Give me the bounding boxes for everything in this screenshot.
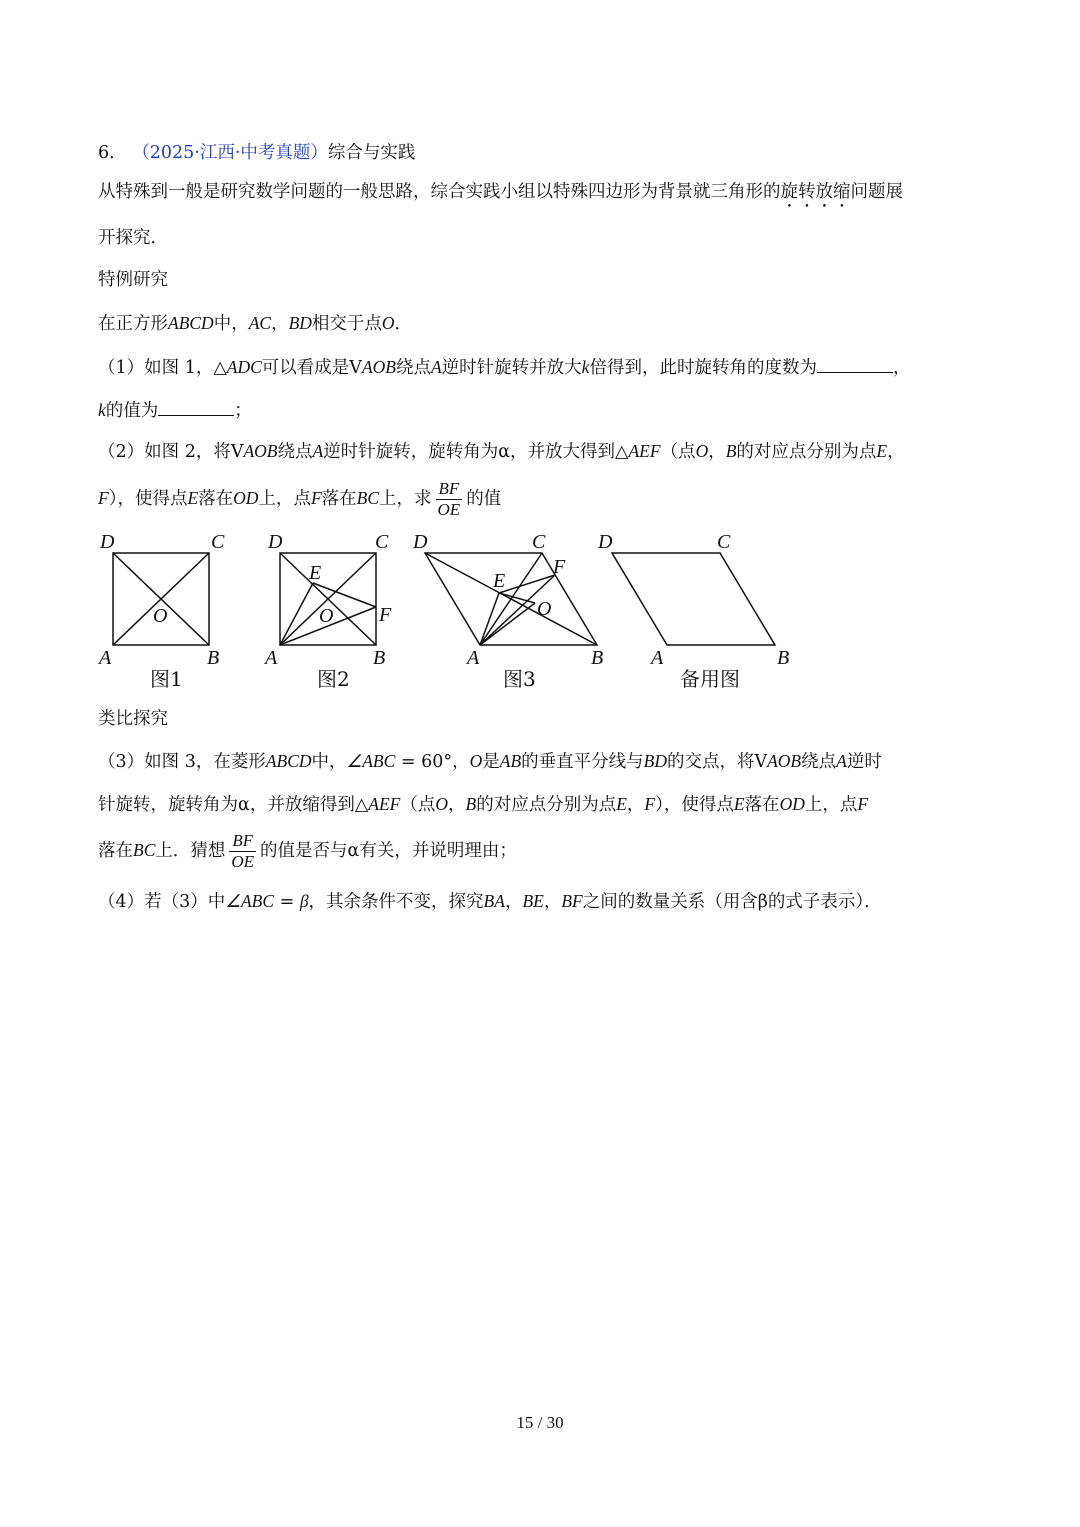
question-1: （1）如图 1，△ADC可以看成是VAOB绕点A逆时针旋转并放大k倍得到，此时旋转角的度数为 ， <box>98 354 910 380</box>
fig3-label-A: A <box>467 647 480 669</box>
fig3-label-F: F <box>553 556 566 578</box>
fig4-label-A: A <box>651 647 664 669</box>
fig4-label-D: D <box>598 531 613 553</box>
question-title <box>98 141 415 165</box>
fig3-label-C: C <box>532 531 546 553</box>
fig4-label-B: B <box>777 647 790 669</box>
fig2-label-A: A <box>265 647 278 669</box>
figures-row <box>95 525 815 695</box>
figure-1-square <box>113 553 209 645</box>
page-number: 15 / 30 <box>516 1413 564 1432</box>
figure-4-rhombus-spare <box>612 553 775 645</box>
answer-blank-angle[interactable] <box>817 354 893 373</box>
fig1-label-A: A <box>99 647 112 669</box>
question-source-link[interactable]: （2025·江西·中考真题） <box>132 143 328 163</box>
question-2: （2）如图 2，将VAOB绕点A逆时针旋转，旋转角为α，并放大得到△AEF（点O，B的对应点分别为点E， <box>98 441 905 462</box>
fig2-label-E: E <box>309 562 322 584</box>
fig1-caption: 图1 <box>150 667 183 691</box>
question-3-cont: 针旋转，旋转角为α，并放缩得到△AEF（点O，B的对应点分别为点E，F），使得点E落在OD上，点F <box>98 794 869 815</box>
intro-paragraph-cont: 开探究． <box>98 228 168 248</box>
fraction-bf-oe: $\frac{BF}{OE}$ <box>437 479 461 519</box>
fig3-label-B: B <box>591 647 604 669</box>
intro-paragraph: 从特殊到一般是研究数学问题的一般思路，综合实践小组以特殊四边形为背景就三角形的旋转放缩问题展 <box>98 182 903 202</box>
fig2-label-B: B <box>373 647 386 669</box>
figure-3-rhombus <box>425 553 597 645</box>
setup-statement: 在正方形ABCD中，AC，BD相交于点O． <box>98 313 413 334</box>
fig1-label-O: O <box>153 605 168 627</box>
question-number: 6． <box>98 143 127 163</box>
question-2-cont: F），使得点E落在OD上，点F落在BC上，求 $\frac{BF}{OE}$ 的值 <box>98 479 502 519</box>
section-heading-special: 特例研究 <box>98 270 168 290</box>
fig1-label-D: D <box>100 531 115 553</box>
question-1-cont: k的值为 ； <box>98 397 252 423</box>
answer-blank-k[interactable] <box>158 397 234 416</box>
fig4-label-C: C <box>717 531 731 553</box>
fig1-label-C: C <box>211 531 225 553</box>
fig3-label-E: E <box>493 570 506 592</box>
fig4-caption: 备用图 <box>680 667 740 691</box>
question-3: （3）如图 3，在菱形ABCD中，∠ABC = 60°，O是AB的垂直平分线与BD的交点，将VAOB绕点A逆时 <box>98 751 882 772</box>
figure-2-square <box>280 553 376 645</box>
question-3-cont2: 落在BC上．猜想 $\frac{BF}{OE}$ 的值是否与α有关，并说明理由； <box>98 831 517 871</box>
section-heading-analogy: 类比探究 <box>98 709 168 729</box>
fraction-bf-oe-q3: $\frac{BF}{OE}$ <box>231 831 255 871</box>
question-4: （4）若（3）中∠ABC = β，其余条件不变，探究BA，BE，BF之间的数量关系（用含β的式子表示）． <box>98 891 882 912</box>
fig3-caption: 图3 <box>503 667 536 691</box>
fig2-label-F: F <box>379 604 392 626</box>
fig2-label-O: O <box>319 605 334 627</box>
fig1-label-B: B <box>207 647 220 669</box>
question-topic: 综合与实践 <box>327 143 416 163</box>
fig3-label-O: O <box>537 598 552 620</box>
fig2-label-D: D <box>268 531 283 553</box>
fig3-label-D: D <box>413 531 428 553</box>
fig2-label-C: C <box>375 531 389 553</box>
emphasis-text: 旋转放缩 <box>780 182 851 202</box>
fig2-caption: 图2 <box>317 667 350 691</box>
